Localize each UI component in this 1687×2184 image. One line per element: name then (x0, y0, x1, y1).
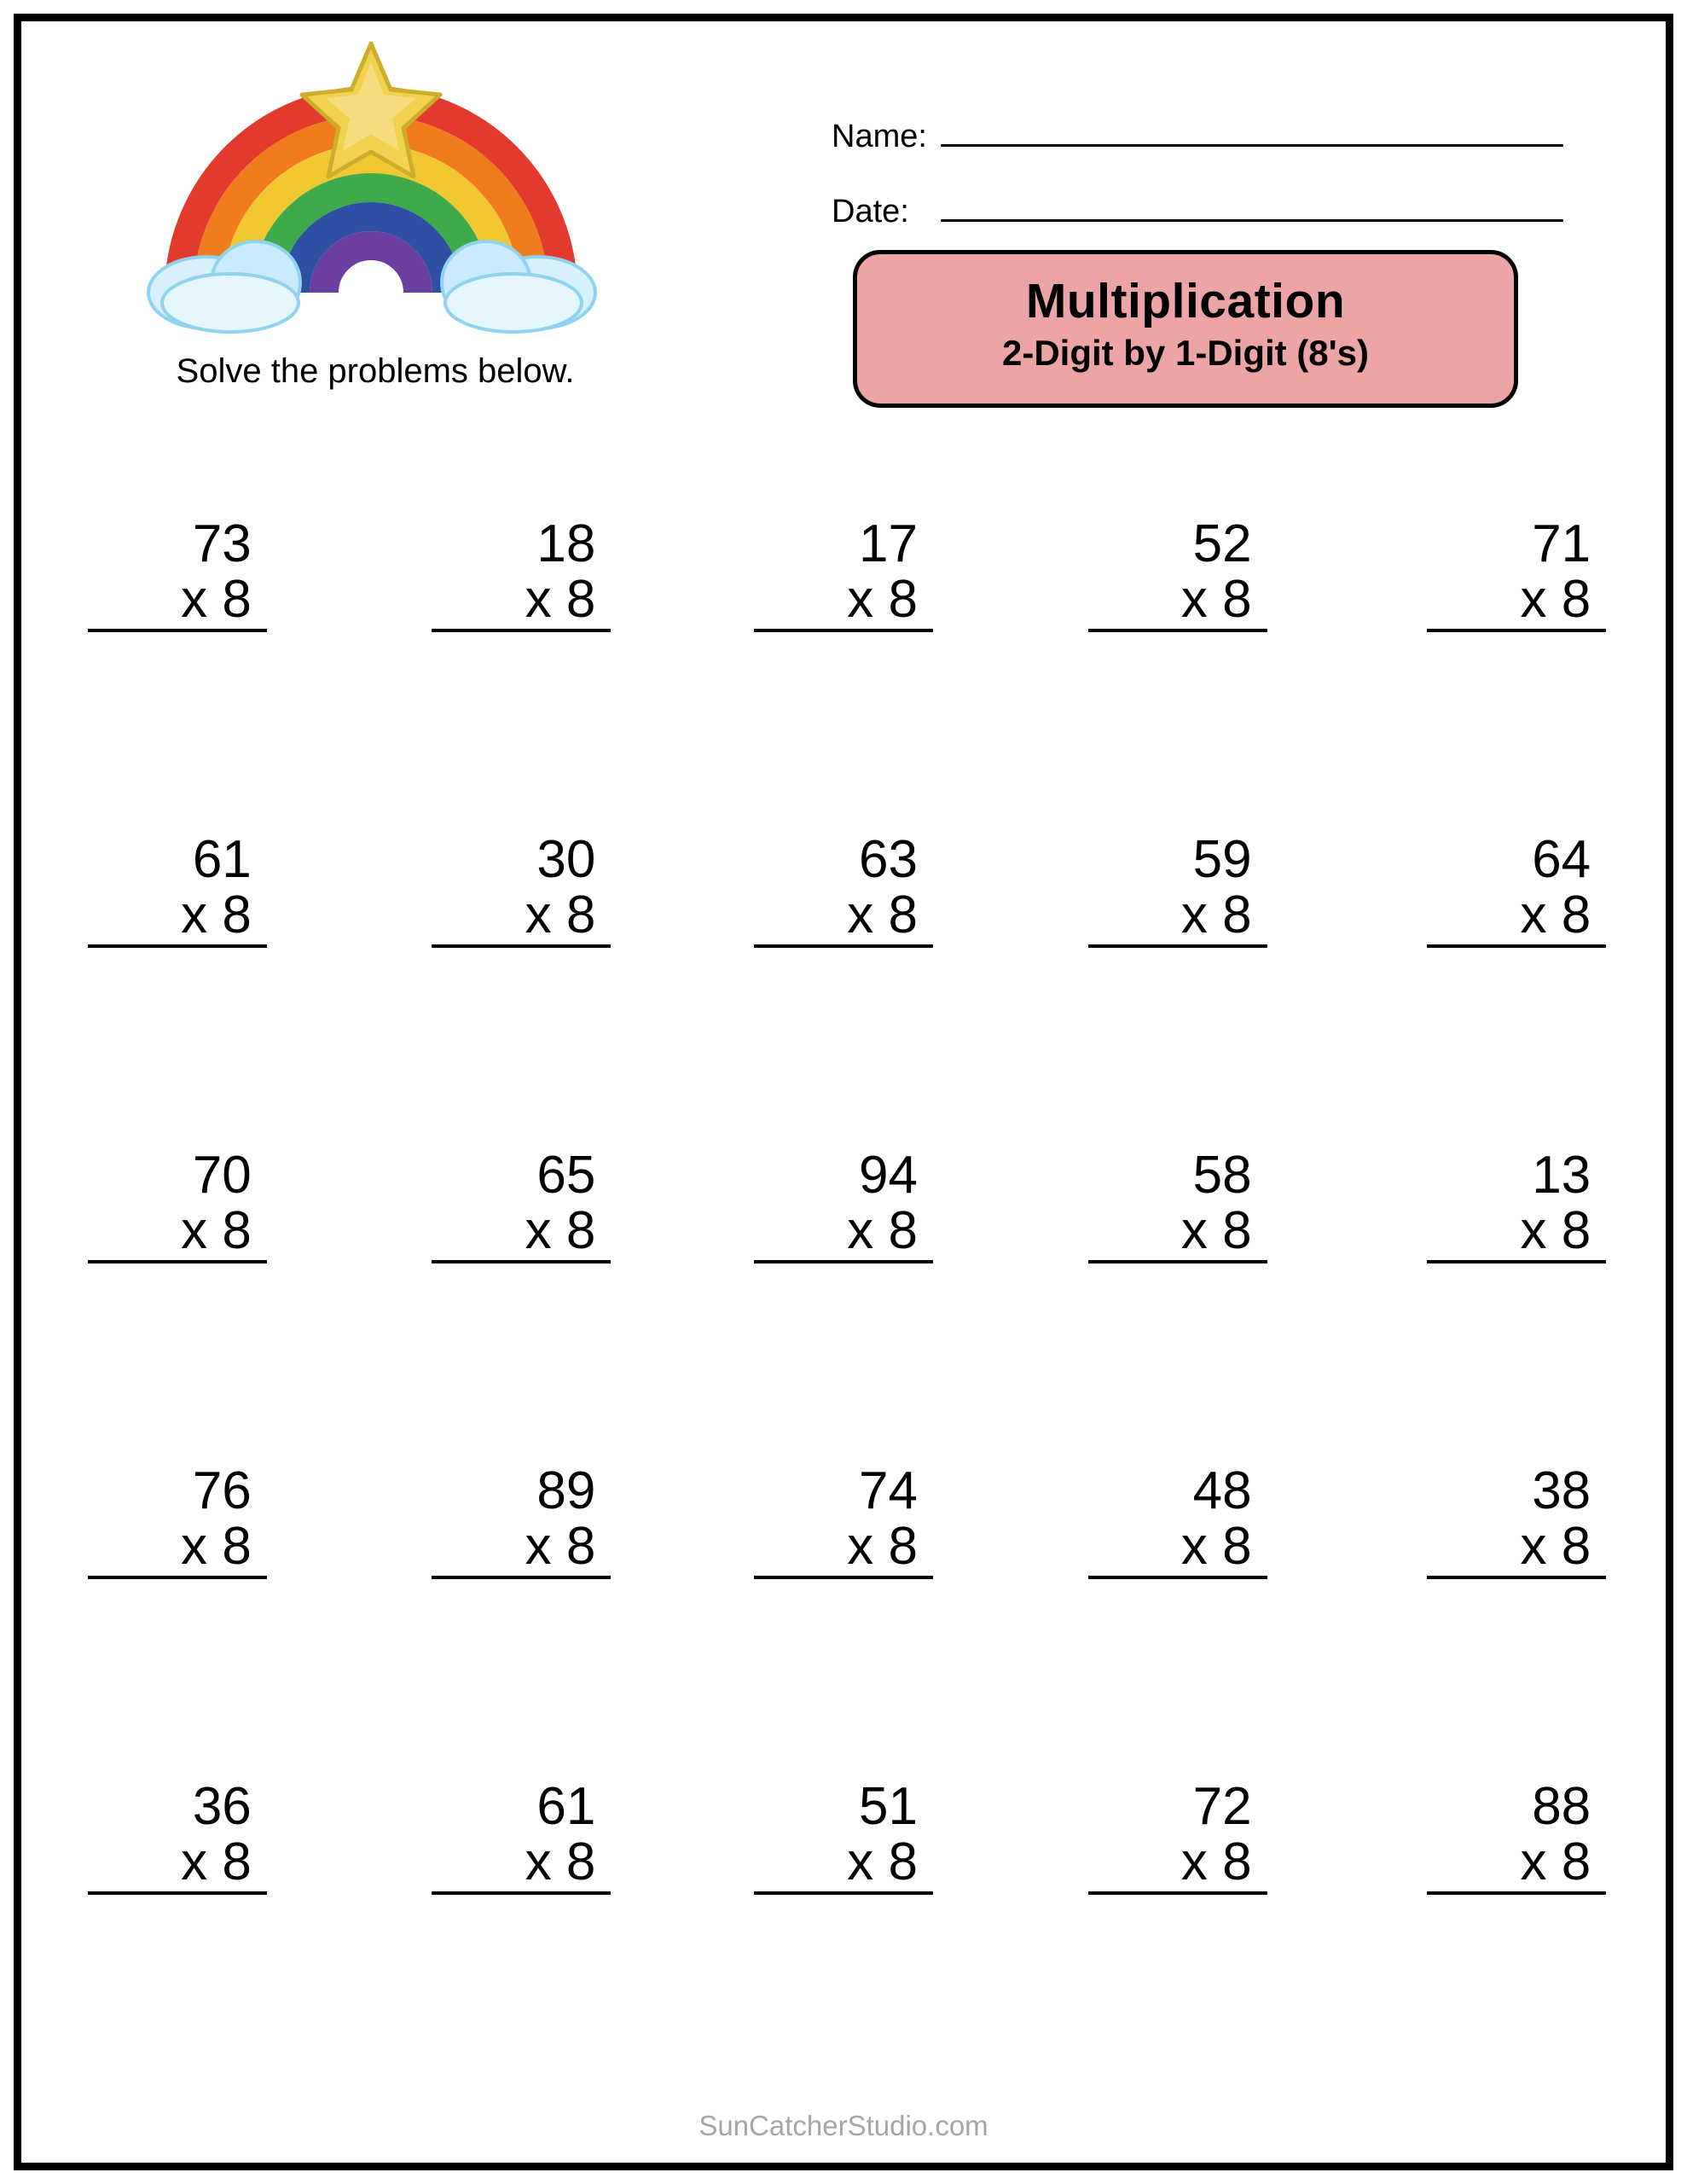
problem-operand-top: 74 (859, 1461, 918, 1520)
name-label: Name: (832, 119, 927, 154)
problem-operand-value: 8 (222, 886, 252, 945)
operator-symbol: x (847, 1517, 874, 1577)
operator-symbol: x (1180, 1517, 1208, 1577)
problem[interactable] (88, 1463, 267, 1579)
problem-cell (351, 482, 680, 798)
problem-operand-bottom (1088, 887, 1267, 948)
problem[interactable] (88, 832, 267, 948)
problem-row (21, 1113, 1666, 1429)
problem-cell (351, 1429, 680, 1745)
problem-operand-value: 8 (1561, 1833, 1591, 1892)
problem-operand-value: 8 (888, 1517, 918, 1577)
problem-cell (679, 798, 1008, 1113)
operator-symbol: x (525, 886, 552, 945)
operator-symbol: x (1180, 886, 1208, 945)
problem-operand-top: 17 (859, 514, 918, 573)
problem-operand-value: 8 (565, 1517, 596, 1577)
problem-cell (351, 1113, 680, 1429)
problem[interactable] (754, 832, 933, 948)
problem-operand-value: 8 (222, 1201, 252, 1261)
problem-operand-value: 8 (565, 570, 596, 630)
problem-row (21, 1745, 1666, 2060)
problem-operand-top: 65 (536, 1146, 596, 1205)
problem[interactable] (432, 1147, 611, 1263)
problem[interactable] (432, 832, 611, 948)
problem-operand-top: 48 (1192, 1461, 1252, 1520)
problem[interactable] (432, 1463, 611, 1579)
operator-symbol: x (525, 570, 552, 630)
problem-operand-value: 8 (1222, 1833, 1252, 1892)
problem-operand-bottom (432, 887, 611, 948)
problem[interactable] (1427, 1147, 1606, 1263)
instruction-text: Solve the problems below. (176, 352, 575, 390)
operator-symbol: x (181, 886, 208, 945)
rainbow-graphic (111, 37, 640, 395)
problem-operand-value: 8 (222, 570, 252, 630)
problem-operand-bottom (1427, 572, 1606, 632)
title-banner (853, 250, 1518, 408)
problem[interactable] (88, 1779, 267, 1895)
problem-operand-top: 61 (192, 830, 252, 889)
problem-operand-top: 73 (192, 514, 252, 573)
problem-cell (21, 1429, 351, 1745)
problem[interactable] (432, 516, 611, 632)
problem-operand-bottom (754, 1203, 933, 1263)
problem-cell (1008, 1113, 1337, 1429)
operator-symbol: x (847, 886, 874, 945)
problem-cell (1336, 1113, 1666, 1429)
problem-operand-bottom (1088, 1519, 1267, 1579)
problem-operand-value: 8 (1561, 886, 1591, 945)
problem-cell (21, 1113, 351, 1429)
problem-cell (679, 1745, 1008, 2060)
problem-operand-value: 8 (888, 570, 918, 630)
problem-operand-bottom (432, 1519, 611, 1579)
problem-cell (1336, 798, 1666, 1113)
problem[interactable] (1088, 832, 1267, 948)
problem-cell (679, 1429, 1008, 1745)
problem-row (21, 798, 1666, 1113)
problem-operand-top: 64 (1532, 830, 1591, 889)
operator-symbol: x (1520, 1517, 1547, 1577)
name-input-line[interactable] (941, 115, 1563, 147)
operator-symbol: x (847, 1833, 874, 1892)
problem[interactable] (1088, 516, 1267, 632)
problem-cell (351, 1745, 680, 2060)
worksheet-title: Multiplication (1025, 274, 1346, 328)
problem-cell (1008, 1745, 1337, 2060)
problem-operand-value: 8 (888, 886, 918, 945)
problem[interactable] (1427, 1779, 1606, 1895)
problem-grid (21, 482, 1666, 2060)
problem-operand-value: 8 (1222, 886, 1252, 945)
problem-cell (679, 1113, 1008, 1429)
problem-operand-top: 13 (1532, 1146, 1591, 1205)
footer-credit: SunCatcherStudio.com (699, 2110, 988, 2141)
problem-operand-bottom (88, 1519, 267, 1579)
problem[interactable] (432, 1779, 611, 1895)
problem-operand-top: 63 (859, 830, 918, 889)
problem-operand-bottom (88, 1834, 267, 1895)
problem-operand-value: 8 (1561, 1517, 1591, 1577)
operator-symbol: x (181, 1517, 208, 1577)
operator-symbol: x (181, 1201, 208, 1261)
problem[interactable] (1427, 1463, 1606, 1579)
problem-operand-value: 8 (222, 1517, 252, 1577)
operator-symbol: x (525, 1201, 552, 1261)
operator-symbol: x (1520, 1201, 1547, 1261)
problem-operand-value: 8 (565, 886, 596, 945)
problem-operand-value: 8 (565, 1201, 596, 1261)
problem-operand-top: 51 (859, 1777, 918, 1836)
problem[interactable] (1088, 1463, 1267, 1579)
problem-operand-top: 72 (1192, 1777, 1252, 1836)
problem-operand-top: 52 (1192, 514, 1252, 573)
name-field-row (832, 115, 1563, 155)
operator-symbol: x (181, 570, 208, 630)
problem[interactable] (1427, 516, 1606, 632)
date-field-row (832, 190, 1563, 230)
problem-operand-bottom (1427, 1834, 1606, 1895)
problem[interactable] (754, 516, 933, 632)
problem-operand-top: 58 (1192, 1146, 1252, 1205)
problem-operand-bottom (432, 1834, 611, 1895)
problem-operand-value: 8 (222, 1833, 252, 1892)
date-input-line[interactable] (941, 190, 1563, 222)
operator-symbol: x (1180, 1833, 1208, 1892)
operator-symbol: x (1520, 570, 1547, 630)
problem-row (21, 482, 1666, 798)
problem-operand-bottom (754, 887, 933, 948)
worksheet-subtitle: 2-Digit by 1-Digit (8's) (1001, 333, 1369, 373)
problem-operand-value: 8 (1561, 1201, 1591, 1261)
operator-symbol: x (847, 570, 874, 630)
problem-cell (1336, 1745, 1666, 2060)
problem-operand-top: 61 (536, 1777, 596, 1836)
operator-symbol: x (1180, 570, 1208, 630)
operator-symbol: x (525, 1833, 552, 1892)
problem-operand-top: 59 (1192, 830, 1252, 889)
problem-cell (21, 798, 351, 1113)
problem-operand-top: 36 (192, 1777, 252, 1836)
problem-cell (1336, 1429, 1666, 1745)
problem-operand-top: 94 (859, 1146, 918, 1205)
problem-operand-bottom (1088, 1834, 1267, 1895)
problem-operand-top: 89 (536, 1461, 596, 1520)
operator-symbol: x (181, 1833, 208, 1892)
problem-operand-bottom (754, 572, 933, 632)
problem-operand-bottom (1088, 1203, 1267, 1263)
problem[interactable] (1427, 832, 1606, 948)
problem-cell (21, 482, 351, 798)
problem-operand-top: 30 (536, 830, 596, 889)
problem-operand-value: 8 (1561, 570, 1591, 630)
problem[interactable] (1088, 1147, 1267, 1263)
problem-operand-bottom (754, 1519, 933, 1579)
problem-operand-top: 88 (1532, 1777, 1591, 1836)
problem-operand-bottom (1427, 1203, 1606, 1263)
problem[interactable] (754, 1147, 933, 1263)
problem-operand-value: 8 (888, 1201, 918, 1261)
problem-operand-bottom (88, 887, 267, 948)
problem-operand-bottom (432, 1203, 611, 1263)
problem[interactable] (88, 516, 267, 632)
problem-operand-value: 8 (1222, 1517, 1252, 1577)
problem[interactable] (754, 1463, 933, 1579)
problem-operand-bottom (1427, 887, 1606, 948)
operator-symbol: x (1520, 886, 1547, 945)
operator-symbol: x (1180, 1201, 1208, 1261)
problem-operand-value: 8 (888, 1833, 918, 1892)
problem-operand-bottom (88, 572, 267, 632)
problem-operand-top: 18 (536, 514, 596, 573)
problem-cell (21, 1745, 351, 2060)
operator-symbol: x (847, 1201, 874, 1261)
problem-operand-value: 8 (1222, 570, 1252, 630)
problem-operand-bottom (754, 1834, 933, 1895)
problem-operand-value: 8 (1222, 1201, 1252, 1261)
problem-cell (1008, 482, 1337, 798)
problem-operand-top: 71 (1532, 514, 1591, 573)
problem-operand-top: 70 (192, 1146, 252, 1205)
worksheet-header (21, 21, 1666, 422)
problem[interactable] (1088, 1779, 1267, 1895)
problem-operand-bottom (1088, 572, 1267, 632)
problem-operand-value: 8 (565, 1833, 596, 1892)
problem-operand-bottom (88, 1203, 267, 1263)
rainbow-icon (128, 37, 614, 344)
problem-cell (351, 798, 680, 1113)
problem-cell (1336, 482, 1666, 798)
problem-operand-top: 76 (192, 1461, 252, 1520)
problem-cell (1008, 798, 1337, 1113)
problem-operand-bottom (432, 572, 611, 632)
operator-symbol: x (525, 1517, 552, 1577)
worksheet-page (14, 14, 1673, 2170)
problem-operand-bottom (1427, 1519, 1606, 1579)
problem[interactable] (754, 1779, 933, 1895)
problem-cell (679, 482, 1008, 798)
problem[interactable] (88, 1147, 267, 1263)
problem-operand-top: 38 (1532, 1461, 1591, 1520)
operator-symbol: x (1520, 1833, 1547, 1892)
problem-cell (1008, 1429, 1337, 1745)
problem-row (21, 1429, 1666, 1745)
date-label: Date: (832, 194, 909, 229)
